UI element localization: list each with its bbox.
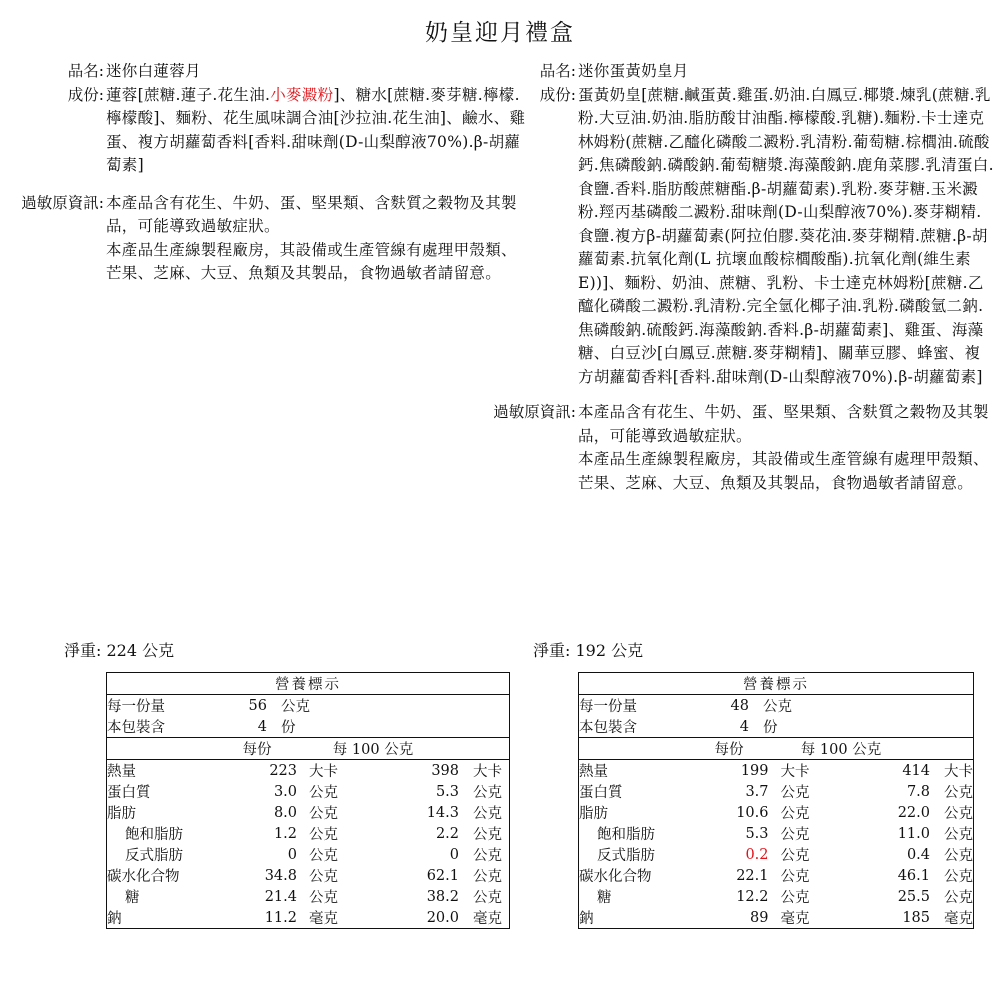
right-per-100g-unit: 公克 [944, 890, 973, 906]
left-per-serving-value: 0 [287, 846, 297, 863]
left-per-serving-value: 21.4 [264, 888, 297, 905]
right-nutrient-name: 蛋白質 [579, 785, 623, 801]
left-allergy-1: 本產品含有花生、牛奶、蛋、堅果類、含麩質之穀物及其製品，可能導致過敏症狀。 [106, 193, 517, 235]
left-serving-unit: 公克 [281, 699, 310, 715]
right-per-serving-unit: 公克 [780, 806, 810, 822]
right-pack-label: 本包裝含 [579, 720, 637, 736]
left-col-per-100g: 每 100 公克 [332, 742, 414, 758]
right-per-100g-value: 25.5 [897, 888, 930, 905]
right-per-100g-unit: 公克 [944, 806, 973, 822]
left-nutrient-name: 脂肪 [107, 806, 136, 822]
left-per-100g-value: 398 [431, 762, 459, 779]
right-per-serving-value: 22.1 [736, 867, 769, 884]
left-per-100g-unit: 公克 [473, 806, 502, 822]
right-pack-unit: 份 [763, 720, 778, 736]
left-net-label: 淨重: [64, 641, 102, 660]
right-col-per-serving: 每份 [714, 742, 744, 758]
right-per-100g-value: 11.0 [897, 825, 930, 842]
left-nutrient-name: 碳水化合物 [107, 869, 180, 885]
right-per-serving-value: 0.2 [745, 846, 769, 863]
right-column-headers [579, 738, 974, 760]
right-per-serving-value: 5.3 [745, 825, 769, 842]
right-per-serving-value: 89 [750, 909, 769, 926]
right-ingredients: 蛋黃奶皇[蔗糖.鹹蛋黃.雞蛋.奶油.白鳳豆.椰漿.煉乳(蔗糖.乳粉.大豆油.奶油.脂肪酸甘油酯.檸檬酸.乳糖).麵粉.卡士達克林姆粉(蔗糖.乙醯化磷酸二澱粉.乳清粉.葡萄糖.棕櫚油.硫酸鈣.焦磷酸鈉.磷酸鈉.葡萄糖漿.海藻酸鈉.鹿角菜膠.乳清蛋白.食鹽.香料.脂肪酸蔗糖酯.β-胡蘿蔔素).乳粉.麥芽糖.玉米澱粉.羥丙基磷酸二澱粉.甜味劑(D-山梨醇液70%).麥芽糊精.食鹽.複方β-胡蘿蔔素(阿拉伯膠.葵花油.麥芽糊精.蔗糖.β-胡蘿蔔素.抗氧化劑(L 抗壞血酸棕櫚酸酯).抗氧化劑(維生素E))]、麵粉、奶油、蔗糖、乳粉、卡士達克林姆粉[蔗糖.乙醯化磷酸二澱粉.乳清粉.完全氫化椰子油.乳粉.磷酸氫二鈉.焦磷酸鈉.硫酸鈣.海藻酸鈉.香料.β-胡蘿蔔素]、雞蛋、海藻糖、白豆沙[白鳳豆.蔗糖.麥芽糊精]、關華豆膠、蜂蜜、複方胡蘿蔔香料[香料.甜味劑(D-山梨醇液70%).β-胡蘿蔔素] [578, 85, 994, 386]
left-name-label: 品名: [67, 62, 104, 80]
left-per-100g-unit: 公克 [473, 848, 502, 864]
left-per-100g-unit: 大卡 [473, 764, 502, 780]
right-per-serving-unit: 公克 [780, 785, 810, 801]
left-per-serving-unit: 毫克 [309, 911, 338, 927]
right-nutrient-row [579, 823, 973, 844]
left-per-serving-unit: 公克 [309, 806, 338, 822]
left-ingredients-row [67, 84, 526, 178]
left-serving-value: 56 [248, 697, 267, 714]
right-per-serving-value: 12.2 [736, 888, 769, 905]
right-per-100g-value: 46.1 [897, 867, 930, 884]
right-nutrition-table [578, 672, 974, 929]
right-net-weight [533, 638, 643, 661]
left-nutrient-row [107, 907, 509, 928]
left-nutrition-table [106, 672, 510, 929]
left-per-serving-value: 8.0 [273, 804, 297, 821]
left-nutrient-row [107, 802, 509, 823]
right-per-serving-unit: 公克 [780, 890, 810, 906]
right-per-100g-value: 22.0 [897, 804, 930, 821]
right-nutrient-name: 脂肪 [579, 806, 608, 822]
left-product [21, 60, 526, 286]
left-per-100g-value: 2.2 [435, 825, 459, 842]
right-nutrient-name: 糖 [597, 890, 612, 906]
left-allergy-row [21, 192, 526, 286]
left-per-serving-unit: 公克 [309, 848, 338, 864]
right-nutrient-name: 碳水化合物 [579, 869, 652, 885]
left-allergy-label: 過敏原資訊: [21, 193, 104, 212]
left-per-100g-value: 20.0 [426, 909, 459, 926]
left-nutrient-row [107, 823, 509, 844]
left-nutrient-row [107, 886, 509, 907]
right-pack-row [579, 716, 973, 737]
left-serving-label: 每一份量 [107, 699, 165, 715]
left-per-100g-value: 5.3 [435, 783, 459, 800]
left-per-serving-value: 1.2 [273, 825, 297, 842]
right-allergy-row [493, 401, 996, 495]
right-pack-value: 4 [739, 718, 749, 735]
right-name-label: 品名: [539, 62, 576, 80]
right-per-100g-value: 414 [902, 762, 930, 779]
left-product-name: 迷你白蓮蓉月 [106, 62, 201, 80]
left-ingredients [106, 84, 526, 178]
left-per-100g-value: 38.2 [426, 888, 459, 905]
right-per-serving-unit: 公克 [780, 848, 810, 864]
left-net-value: 224 公克 [106, 641, 175, 660]
right-per-serving-value: 3.7 [745, 783, 769, 800]
left-per-100g-value: 14.3 [426, 804, 459, 821]
left-per-serving-value: 34.8 [264, 867, 297, 884]
left-ingredients-label: 成份: [67, 85, 104, 104]
right-product [493, 60, 996, 495]
right-per-100g-unit: 公克 [944, 869, 973, 885]
left-per-serving-value: 3.0 [273, 783, 297, 800]
left-nutrient-name: 反式脂肪 [125, 848, 183, 864]
right-per-100g-value: 185 [902, 909, 930, 926]
right-nutrient-row [579, 802, 973, 823]
right-nutrient-name: 鈉 [579, 911, 594, 927]
left-ingredients-part1: 蓮蓉[蔗糖.蓮子.花生油. [106, 85, 271, 104]
left-per-100g-unit: 毫克 [473, 911, 502, 927]
right-serving-block [579, 695, 974, 738]
left-nutrient-row [107, 760, 509, 781]
left-net-weight [64, 638, 174, 661]
left-nutrient-name: 飽和脂肪 [125, 827, 183, 843]
right-nutrition-title: 營養標示 [579, 673, 974, 695]
left-per-serving-unit: 公克 [309, 827, 338, 843]
right-per-serving-unit: 大卡 [780, 764, 810, 780]
right-per-100g-unit: 毫克 [944, 911, 973, 927]
left-pack-row [107, 716, 509, 737]
left-ingredients-highlight: 小麥澱粉 [270, 85, 334, 104]
right-product-name: 迷你蛋黃奶皇月 [578, 62, 689, 80]
right-allergy-label: 過敏原資訊: [493, 403, 576, 421]
right-nutrient-row [579, 865, 973, 886]
left-per-100g-unit: 公克 [473, 827, 502, 843]
left-nutrient-row [107, 865, 509, 886]
left-serving-row [107, 695, 509, 716]
left-per-serving-value: 11.2 [264, 909, 297, 926]
left-pack-unit: 份 [281, 720, 296, 736]
right-ingredients-row [539, 84, 996, 390]
left-nutrient-row [107, 844, 509, 865]
left-per-serving-unit: 公克 [309, 869, 338, 885]
left-pack-label: 本包裝含 [107, 720, 165, 736]
left-per-serving-unit: 公克 [309, 890, 338, 906]
left-per-100g-unit: 公克 [473, 785, 502, 801]
left-pack-value: 4 [257, 718, 267, 735]
right-ingredients-label: 成份: [539, 85, 576, 104]
left-per-serving-unit: 公克 [309, 785, 338, 801]
left-col-per-serving: 每份 [242, 742, 272, 758]
left-allergy-2: 本產品生產線製程廠房，其設備或生產管線有處理甲殼類、芒果、芝麻、大豆、魚類及其製品，食物過敏者請留意。 [106, 240, 517, 282]
left-nutrient-row [107, 781, 509, 802]
right-nutrient-name: 飽和脂肪 [597, 827, 655, 843]
left-name-row [67, 60, 526, 84]
left-per-100g-unit: 公克 [473, 890, 502, 906]
left-ingredients-part2: ]、糖水[蔗糖.麥芽糖.檸檬.檸檬酸]、麵粉、花生風味調合油[沙拉油.花生油]、鹼水、雞蛋、複方胡蘿蔔香料[香料.甜味劑(D-山梨醇液70%).β-胡蘿蔔素] [106, 85, 526, 174]
right-nutrient-block [579, 760, 974, 929]
right-nutrient-row [579, 760, 973, 781]
right-name-row [539, 60, 996, 84]
right-col-per-100g: 每 100 公克 [800, 742, 882, 758]
left-per-serving-value: 223 [269, 762, 297, 779]
right-per-100g-unit: 公克 [944, 827, 973, 843]
right-nutrient-name: 反式脂肪 [597, 848, 655, 864]
right-per-100g-value: 7.8 [906, 783, 930, 800]
left-per-100g-value: 62.1 [426, 867, 459, 884]
right-net-label: 淨重: [533, 641, 571, 660]
right-per-serving-value: 10.6 [736, 804, 769, 821]
right-serving-value: 48 [730, 697, 749, 714]
right-nutrient-row [579, 907, 973, 928]
left-per-100g-value: 0 [449, 846, 459, 863]
right-allergy-2: 本產品生產線製程廠房，其設備或生產管線有處理甲殼類、芒果、芝麻、大豆、魚類及其製品，食物過敏者請留意。 [578, 450, 989, 492]
right-per-100g-unit: 公克 [944, 785, 973, 801]
right-per-serving-value: 199 [740, 762, 769, 779]
right-nutrient-name: 熱量 [579, 764, 608, 780]
left-per-serving-unit: 大卡 [309, 764, 338, 780]
right-net-value: 192 公克 [575, 641, 644, 660]
right-serving-row [579, 695, 973, 716]
left-nutrient-name: 熱量 [107, 764, 136, 780]
right-per-serving-unit: 公克 [780, 827, 810, 843]
right-serving-unit: 公克 [763, 699, 792, 715]
right-nutrient-row [579, 844, 973, 865]
right-per-100g-value: 0.4 [906, 846, 930, 863]
left-nutrient-name: 蛋白質 [107, 785, 151, 801]
right-per-serving-unit: 公克 [780, 869, 810, 885]
page-title: 奶皇迎月禮盒 [425, 20, 575, 46]
right-per-100g-unit: 大卡 [944, 764, 973, 780]
left-nutrition-title: 營養標示 [107, 673, 510, 695]
left-nutrient-block [107, 760, 510, 929]
right-per-serving-unit: 毫克 [780, 911, 810, 927]
right-allergy-1: 本產品含有花生、牛奶、蛋、堅果類、含麩質之穀物及其製品，可能導致過敏症狀。 [578, 403, 989, 445]
right-per-100g-unit: 公克 [944, 848, 973, 864]
left-per-100g-unit: 公克 [473, 869, 502, 885]
left-serving-block [107, 695, 510, 738]
left-column-headers [107, 738, 510, 760]
left-nutrient-name: 糖 [125, 890, 140, 906]
right-serving-label: 每一份量 [579, 699, 637, 715]
right-nutrient-row [579, 781, 973, 802]
left-nutrient-name: 鈉 [107, 911, 122, 927]
right-nutrient-row [579, 886, 973, 907]
